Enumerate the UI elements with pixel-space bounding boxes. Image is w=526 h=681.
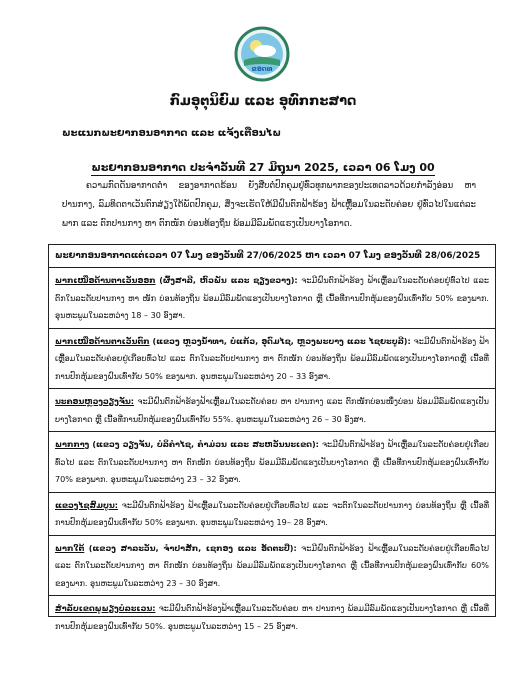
region-forecast-text: ຈະມີຝົນຕົກຟ້າຮ້ອງ ຟ້າເຫຼື້ອມໃນລະດັບຄ່ອຍຢູ່ເກືອບທົ່ວໄປ ແລະ ຕົກໃນລະດັບປານກາງ ຫາ ຕົກໜັກ ບ່ອນທ້ອງຖິ່ນ ພ້ອມມີລົມພັດແຮງເປັນບາງໂອກາດ ຫຼື ເນື້ອທີ່ການປົກຫຸ້ມຂອງຝົນເທົ່າກັບ 70% ຂອງພາກ. ອຸນຫະພູມໃນລະຫວ່າງ 23 – 32 ອົງສາ. <box>55 439 489 484</box>
bulletin-headline <box>0 161 526 174</box>
region-provinces: (ແຂວງ ຫຼວງນ້ຳທາ, ບໍ່ແກ້ວ, ອຸດົມໄຊ, ຫຼວງພະບາງ ແລະ ໄຊຍະບູລີ): <box>152 335 411 346</box>
region-name: ພາກກາງ <box>55 439 90 449</box>
region-provinces: (ແຂວງ ສາລະວັນ, ຈຳປາສັກ, ເຊກອງ ແລະ ອັດຕະປື): <box>88 542 297 553</box>
synoptic-intro: ຄວາມກົດດັນອາກາດຕ່ຳ ຂອງອາກາດຮ້ອນ ຍັງສືບຕໍ່ປົກຄຸມຢູ່ທົ່ວທຸກພາກຂອງປະເທດລາວດ້ວຍກຳລັງອ່ອນ ຫາ ປານກາງ, ລົມທິດຕາເວັນຕົກສ່ຽງໃຕ້ພັດປົກຄຸມ, ສິ່ງຈະເຮັດໃຫ້ມີຝົນຕົກຟ້າຮ້ອງ ຟ້າເຫຼື້ອມໃນລະດັບຄ່ອຍ ຢູ່ທົ່ວໄປໃນແຕ່ລະພາກ ແລະ ຕົກປານກາງ ຫາ ຕົກໜັກ ບ່ອນທ້ອງຖິ່ນ ພ້ອມມີລົມພັດແຮງເປັນບາງໂອກາດ. <box>62 181 476 229</box>
region-forecast <box>49 432 495 493</box>
region-forecast <box>49 389 495 432</box>
department-title: ພະແນກພະຍາກອນອາກາດ ແລະ ແຈ້ງເຕືອນໄພ <box>62 128 282 139</box>
region-forecast-text: ຈະມີຝົນຕົກຟ້າຮ້ອງ ຟ້າເຫຼື້ອມໃນລະດັບຄ່ອຍຢູ່ເກືອບທົ່ວໄປ ແລະ ຈະຕົກໃນລະດັບປານກາງ ບ່ອນທ້ອງຖິ່ນ ຫຼື ເນື້ອທີ່ການປົກຫຸ້ມຂອງຝົນເທົ່າກັບ 50% ຂອງພາກ. ອຸນຫະພູມໃນລະຫວ່າງ 19– 28 ອົງສາ. <box>55 499 490 527</box>
region-forecast <box>49 493 495 536</box>
region-forecast-text: ຈະມີຝົນຕົກຟ້າຮ້ອງຟ້າເຫຼື້ອມໃນລະດັບຄ່ອຍ ຫາ ປານກາງ ແລະ ຕົກໜັກບ່ອນໜຶ່ງບ່ອນ ພ້ອມມີລົມພັດແຮງເປັນບາງໂອກາດ ຫຼື ເນື້ອທີ່ການປົກຫຸ້ມຂອງຝົນເທົ່າກັບ 55%. ອຸນຫະພູມໃນລະຫວ່າງ 26 – 30 ອົງສາ. <box>55 396 489 424</box>
region-forecast-text: ຈະມີຝົນຕົກຟ້າຮ້ອງ ຟ້າເຫຼື້ອມໃນລະດັບຄ່ອຍຢູ່ເກືອບທົ່ວໄປ ແລະ ຕົກໃນລະດັບປານກາງ ຫາ ຕົກໜັກ ບ່ອນທ້ອງຖິ່ນ ພ້ອມມີລົມພັດແຮງເປັນບາງໂອກາດ ຫຼື ເນື້ອທີ່ການປົກຫຸ້ມຂອງຝົນເທົ່າກັບ 60% ຂອງພາກ. ອຸນຫະພູມໃນລະຫວ່າງ 23 – 30 ອົງສາ. <box>55 542 490 588</box>
forecast-period: ພະຍາກອນອາກາດແຕ່ເວລາ 07 ໂມງ ຂອງວັນທີ 27/06/2025 ຫາ ເວລາ 07 ໂມງ ຂອງວັນທີ 28/06/2025 <box>49 245 495 268</box>
region-forecast-text: ຈະມີຝົນຕົກຟ້າຮ້ອງ ຟ້າເຫຼື້ອມໃນລະດັບຄ່ອຍຢູ່ທົ່ວໄປ ແລະ ຕົກໃນລະດັບປານກາງ ຫາ ໜັກ ບ່ອນທ້ອງຖິ່ນ ພ້ອມມີລົມພັດແຮງເປັນບາງໂອກາດ ຫຼື ເນື້ອທີ່ການປົກຫຸ້ມຂອງຝົນເທົ່າກັບ 50% ຂອງພາກ. ອຸນຫະພູມໃນລະຫວ່າງ 18 – 30 ອົງສາ. <box>55 275 489 320</box>
region-name: ນະຄອນຫຼວງວຽງຈັນ: <box>55 396 134 406</box>
region-name: ພາກເໜືອດ້ານຕາເວັນອອກ <box>55 275 156 285</box>
region-name: ພາກໃຕ້ <box>55 542 85 553</box>
region-name: ພາກເໜືອດ້ານຕາເວັນຕົກ <box>55 335 150 346</box>
region-forecast <box>49 596 495 638</box>
ministry-title: ກົມອຸຕຸນິຍົມ ແລະ ອຸທົກກະສາດ <box>169 94 357 109</box>
region-provinces: (ແຂວງ ວຽງຈັນ, ບໍລິຄຳໄຊ, ຄຳມ່ວນ ແລະ ສະຫວັນນະເຂດ): <box>92 439 319 449</box>
region-forecast <box>49 329 495 390</box>
logo-emblem-icon <box>234 26 290 82</box>
bulletin-headline-text: ພະຍາກອນອາກາດ ປະຈຳວັນທີ 27 ມິຖຸນາ 2025, ເວລາ 06 ໂມງ 00 <box>91 161 435 174</box>
region-forecast-text: ຈະມີຝົນຕົກຟ້າຮ້ອງຟ້າເຫຼື້ອມໃນລະດັບຄ່ອຍ ຫາ ປານກາງ ພ້ອມມີລົມພັດແຮງເປັນບາງໂອກາດ ຫຼື ເນື້ອທີ່ການປົກຫຸ້ມຂອງຝົນເທົ່າກັບ 50%. ອຸນຫະພູມໃນລະຫວ່າງ 15 – 25 ອົງສາ. <box>55 603 489 631</box>
region-forecast <box>49 268 495 329</box>
region-provinces: (ຜົ້ງສາລີ, ຫົວພັນ ແລະ ຊຽງຂວາງ): <box>159 275 298 285</box>
region-name: ແຂວງໄຊສົມບູນ: <box>55 499 119 510</box>
region-forecast-text: ຈະມີຝົນຕົກຟ້າຮ້ອງ ຟ້າເຫຼື້ອມໃນລະດັບຄ່ອຍຢູ່ເກືອບທົ່ວໄປ ແລະ ຕົກໃນລະດັບປານກາງ ຫາ ຕົກໜັກ ບ່ອນທ້ອງຖິ່ນ ພ້ອມມີລົມພັດແຮງເປັນບາງໂອກາດຫຼື ເນື້ອທີ່ການປົກຫຸ້ມຂອງຝົນເທົ່າກັບ 50% ຂອງພາກ. ອຸນຫະພູມໃນລະຫວ່າງ 20 – 33 ອົງສາ. <box>55 335 490 381</box>
forecast-table <box>48 244 496 631</box>
department-logo <box>234 26 290 82</box>
region-name: ສຳລັບເຂດພູພຽງບໍລະເວນ: <box>55 603 156 613</box>
region-list <box>49 268 495 638</box>
region-forecast <box>49 536 495 597</box>
logo-text: ຂອດທ <box>251 65 273 73</box>
